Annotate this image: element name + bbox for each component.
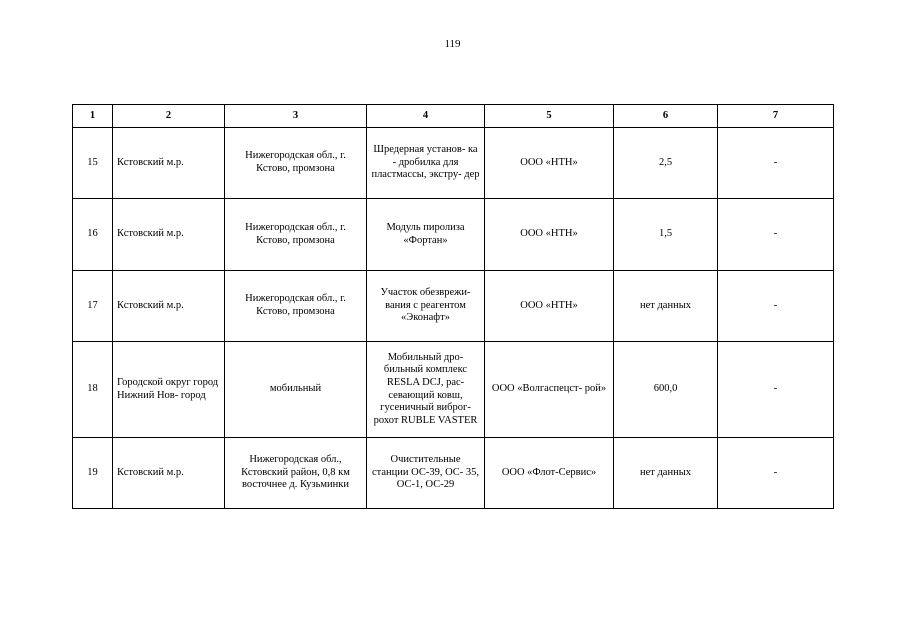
district-cell: Кстовский м.р. [113, 199, 225, 271]
equipment-cell: Участок обезврежи- вания с реагентом «Эконафт» [367, 271, 485, 342]
owner-cell: ООО «Флот-Сервис» [485, 438, 614, 509]
district-cell: Городской округ город Нижний Нов- город [113, 342, 225, 438]
row-number-cell: 16 [73, 199, 113, 271]
note-cell: - [718, 128, 834, 199]
location-cell: Нижегородская обл., Кстовский район, 0,8 км восточнее д. Кузьминки [225, 438, 367, 509]
row-number-cell: 18 [73, 342, 113, 438]
location-cell: мобильный [225, 342, 367, 438]
capacity-cell: 600,0 [614, 342, 718, 438]
row-number-cell: 19 [73, 438, 113, 509]
equipment-cell: Модуль пиролиза «Фортан» [367, 199, 485, 271]
equipment-cell: Очистительные станции ОС-39, ОС- 35, ОС-1, ОС-29 [367, 438, 485, 509]
table-row [73, 342, 834, 438]
location-cell: Нижегородская обл., г. Кстово, промзона [225, 199, 367, 271]
owner-cell: ООО «НТН» [485, 271, 614, 342]
owner-cell: ООО «Волгаспецст- рой» [485, 342, 614, 438]
note-cell: - [718, 271, 834, 342]
owner-cell: ООО «НТН» [485, 199, 614, 271]
row-number-cell: 15 [73, 128, 113, 199]
note-cell: - [718, 199, 834, 271]
column-header: 6 [614, 105, 718, 128]
district-cell: Кстовский м.р. [113, 128, 225, 199]
equipment-cell: Шредерная установ- ка - дробилка для пластмассы, экстру- дер [367, 128, 485, 199]
note-cell: - [718, 342, 834, 438]
column-header: 1 [73, 105, 113, 128]
row-number-cell: 17 [73, 271, 113, 342]
location-cell: Нижегородская обл., г. Кстово, промзона [225, 128, 367, 199]
table-row [73, 438, 834, 509]
capacity-cell: 1,5 [614, 199, 718, 271]
capacity-cell: нет данных [614, 438, 718, 509]
location-cell: Нижегородская обл., г. Кстово, промзона [225, 271, 367, 342]
district-cell: Кстовский м.р. [113, 438, 225, 509]
table-header-row [73, 105, 834, 128]
data-table [72, 104, 834, 509]
equipment-cell: Мобильный дро- бильный комплекс RESLA DCJ, рас- севающий ковш, гусеничный виброг- рохот RUBLE VASTER [367, 342, 485, 438]
column-header: 4 [367, 105, 485, 128]
column-header: 5 [485, 105, 614, 128]
owner-cell: ООО «НТН» [485, 128, 614, 199]
page-number: 119 [444, 38, 461, 50]
capacity-cell: 2,5 [614, 128, 718, 199]
table-row [73, 128, 834, 199]
column-header: 3 [225, 105, 367, 128]
column-header: 7 [718, 105, 834, 128]
district-cell: Кстовский м.р. [113, 271, 225, 342]
column-header: 2 [113, 105, 225, 128]
capacity-cell: нет данных [614, 271, 718, 342]
table-row [73, 271, 834, 342]
note-cell: - [718, 438, 834, 509]
table-row [73, 199, 834, 271]
